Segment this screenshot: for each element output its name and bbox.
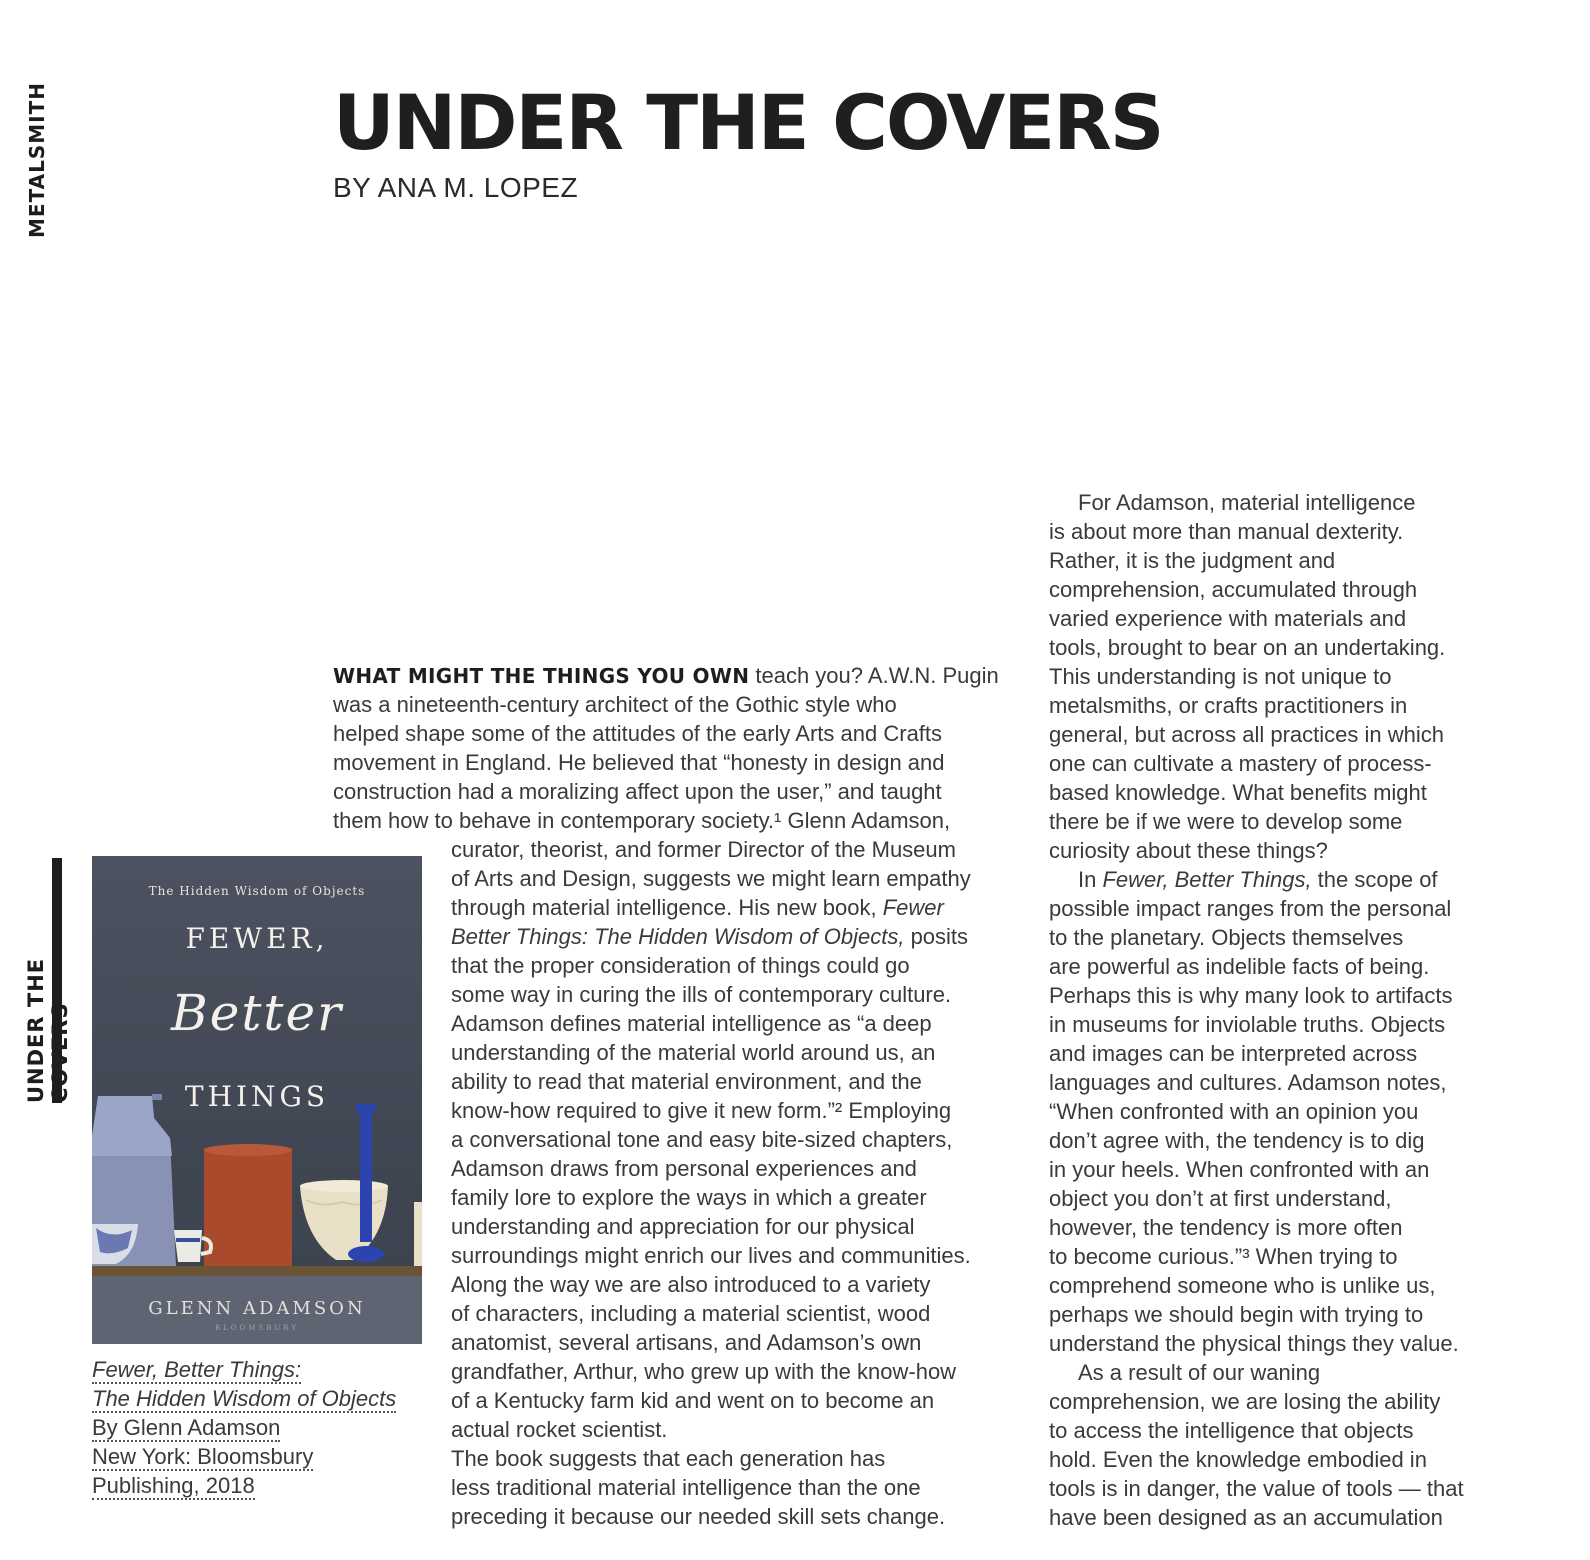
body-line: general, but across all practices in which — [1049, 722, 1444, 747]
body-line: to access the intelligence that objects — [1049, 1418, 1414, 1443]
cover-title-line2: Better — [170, 984, 343, 1042]
body-line: family lore to explore the ways in which a greater — [451, 1185, 927, 1210]
body-line: preceding it because our needed skill sets change. — [451, 1504, 946, 1529]
body-line: curator, theorist, and former Director of the Museum — [451, 837, 956, 862]
body-line: in your heels. When confronted with an — [1049, 1157, 1430, 1182]
body-line: For Adamson, material intelligence — [1078, 490, 1416, 515]
body-line: of a Kentucky farm kid and went on to become an — [451, 1388, 935, 1413]
body-line: Rather, it is the judgment and — [1049, 548, 1336, 573]
body-line: have been designed as an accumulation — [1049, 1505, 1443, 1530]
body-line: possible impact ranges from the personal — [1049, 896, 1452, 921]
body-line: to the planetary. Objects themselves — [1049, 925, 1404, 950]
body-line: know-how required to give it new form.”² Employing — [451, 1098, 952, 1123]
body-line: was a nineteenth-century architect of the Gothic style who — [333, 692, 897, 717]
body-line: don’t agree with, the tendency is to dig — [1049, 1128, 1425, 1153]
cover-author: GLENN ADAMSON — [148, 1298, 366, 1319]
book-title-ref: Fewer — [882, 895, 944, 920]
body-line: anatomist, several artisans, and Adamson’s own — [451, 1330, 922, 1355]
body-line: ability to read that material environment, and the — [451, 1069, 922, 1094]
caption-year: Publishing, 2018 — [92, 1473, 255, 1498]
body-line: As a result of our waning — [1078, 1360, 1321, 1385]
section-bar — [52, 858, 62, 1103]
body-line: them how to behave in contemporary society.¹ Glenn Adamson, — [333, 808, 951, 833]
body-line: that the proper consideration of things could go — [451, 953, 910, 978]
body-line: of characters, including a material scientist, wood — [451, 1301, 931, 1326]
body-line: tools, brought to bear on an undertaking. — [1049, 635, 1446, 660]
body-line: construction had a moralizing affect upon the user,” and taught — [333, 779, 942, 804]
body-line: however, the tendency is more often — [1049, 1215, 1403, 1240]
body-line: The book suggests that each generation has — [451, 1446, 886, 1471]
body-line: based knowledge. What benefits might — [1049, 780, 1427, 805]
caption-publisher: New York: Bloomsbury — [92, 1444, 314, 1469]
body-line: perhaps we should begin with trying to — [1049, 1302, 1424, 1327]
cover-subtitle: The Hidden Wisdom of Objects — [148, 884, 366, 898]
body-line: Along the way we are also introduced to a variety — [451, 1272, 931, 1297]
cover-publisher: BLOOMSBURY — [215, 1324, 299, 1332]
body-line: tools is in danger, the value of tools — that — [1049, 1476, 1464, 1501]
book-title-ref: Better Things: The Hidden Wisdom of Objects, — [451, 924, 905, 949]
body-line: less traditional material intelligence than the one — [451, 1475, 921, 1500]
body-line: a conversational tone and easy bite-sized chapters, — [451, 1127, 953, 1152]
body-line: the scope of — [1311, 867, 1438, 892]
magazine-name: METALSMITH — [25, 81, 49, 238]
article-body-main — [333, 661, 1033, 1531]
caption-author: By Glenn Adamson — [92, 1415, 281, 1440]
body-line: comprehend someone who is unlike us, — [1049, 1273, 1436, 1298]
body-line: through material intelligence. His new book, — [451, 895, 883, 920]
book-title-ref: Fewer, Better Things, — [1102, 867, 1312, 892]
caption-subtitle: The Hidden Wisdom of Objects — [92, 1386, 397, 1411]
body-line: actual rocket scientist. — [451, 1417, 668, 1442]
body-line: helped shape some of the attitudes of the early Arts and Crafts — [333, 721, 943, 746]
body-line: Adamson draws from personal experiences and — [451, 1156, 917, 1181]
body-line: understanding of the material world around us, an — [451, 1040, 936, 1065]
body-line: hold. Even the knowledge embodied in — [1049, 1447, 1427, 1472]
body-line: understand the physical things they value. — [1049, 1331, 1459, 1356]
article-title: UNDER THE COVERS — [333, 78, 1163, 167]
body-line: posits — [904, 924, 969, 949]
body-line: languages and cultures. Adamson notes, — [1049, 1070, 1447, 1095]
body-line: curiosity about these things? — [1049, 838, 1328, 863]
body-line: there be if we were to develop some — [1049, 809, 1403, 834]
body-line: movement in England. He believed that “honesty in design and — [333, 750, 945, 775]
body-line: object you don’t at first understand, — [1049, 1186, 1392, 1211]
body-line: “When confronted with an opinion you — [1049, 1099, 1419, 1124]
body-line: are powerful as indelible facts of being. — [1049, 954, 1430, 979]
body-line: comprehension, we are losing the ability — [1049, 1389, 1441, 1414]
body-line: This understanding is not unique to — [1049, 664, 1392, 689]
body-line: metalsmiths, or crafts practitioners in — [1049, 693, 1408, 718]
body-line: is about more than manual dexterity. — [1049, 519, 1404, 544]
caption-title: Fewer, Better Things: — [92, 1357, 302, 1382]
body-line: to become curious.”³ When trying to — [1049, 1244, 1398, 1269]
lead-in: WHAT MIGHT THE THINGS YOU OWN — [333, 664, 750, 688]
body-line: some way in curing the ills of contemporary culture. — [451, 982, 952, 1007]
body-line: understanding and appreciation for our physical — [451, 1214, 915, 1239]
cover-title-line1: FEWER, — [185, 922, 329, 955]
section-label: UNDER THE — [24, 957, 48, 1103]
cover-title-line3: THINGS — [184, 1080, 330, 1113]
body-line: one can cultivate a mastery of process- — [1049, 751, 1432, 776]
article-body-right — [1049, 488, 1569, 1532]
body-line: Adamson defines material intelligence as “a deep — [451, 1011, 932, 1036]
body-line: teach you? A.W.N. Pugin — [749, 663, 999, 688]
body-line: and images can be interpreted across — [1049, 1041, 1418, 1066]
body-line: varied experience with materials and — [1049, 606, 1407, 631]
byline: BY ANA M. LOPEZ — [333, 172, 579, 203]
body-line: of Arts and Design, suggests we might learn empathy — [451, 866, 971, 891]
body-line: comprehension, accumulated through — [1049, 577, 1418, 602]
body-line: grandfather, Arthur, who grew up with the know-how — [451, 1359, 957, 1384]
body-line: in museums for inviolable truths. Objects — [1049, 1012, 1446, 1037]
body-line: surroundings might enrich our lives and communities. — [451, 1243, 971, 1268]
body-line: In — [1078, 867, 1103, 892]
body-line: Perhaps this is why many look to artifacts — [1049, 983, 1453, 1008]
